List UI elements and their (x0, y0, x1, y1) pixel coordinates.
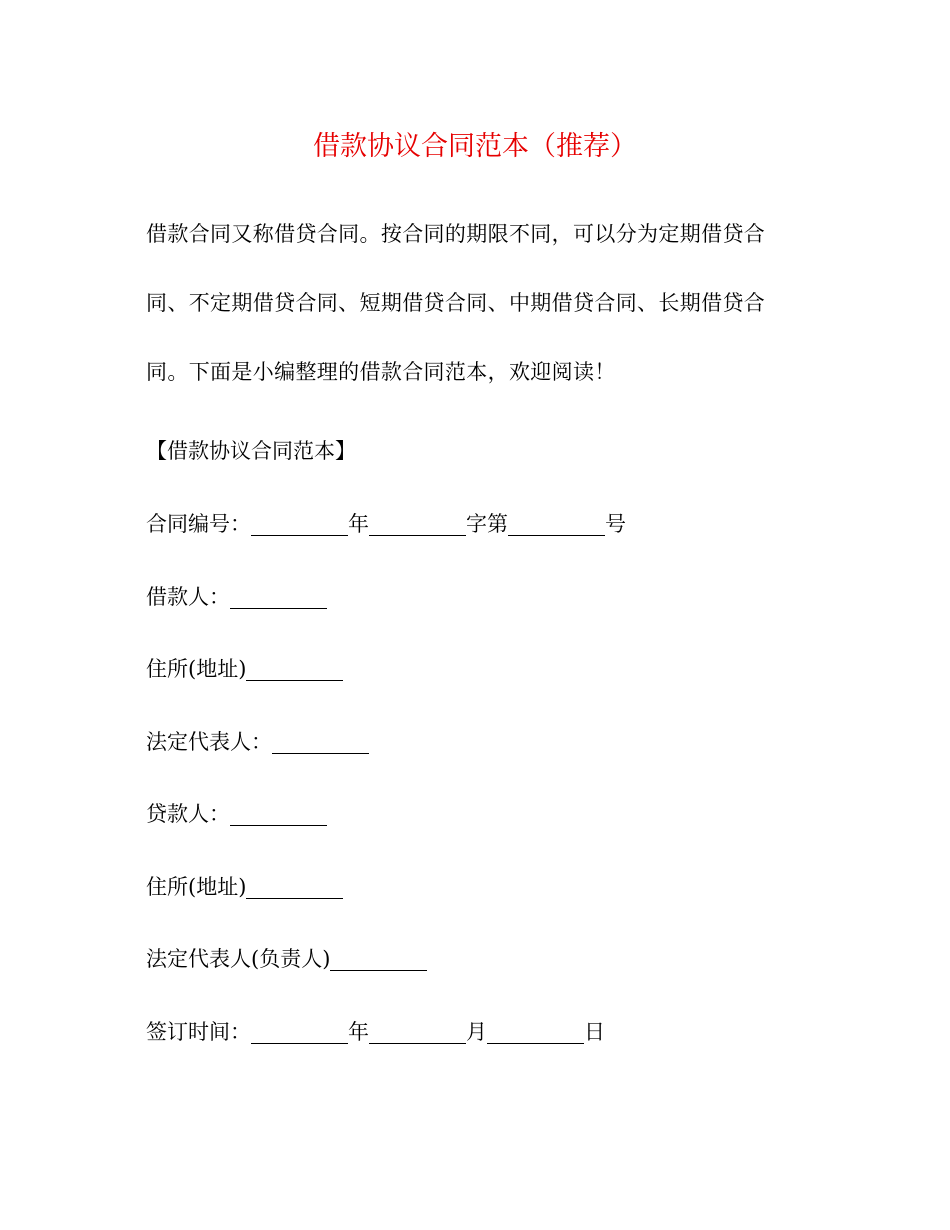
borrower-blank (230, 586, 327, 609)
signing-year-label: 年 (348, 1020, 369, 1044)
lender-row (146, 799, 327, 829)
contract-number-row (146, 509, 626, 539)
lender-legal-rep-label: 法定代表人(负责人) (146, 947, 331, 971)
lender-legal-rep-blank (330, 948, 427, 971)
lender-label: 贷款人： (146, 802, 230, 826)
lender-address-blank (246, 876, 343, 899)
borrower-legal-rep-label: 法定代表人： (146, 730, 272, 754)
contract-number-zidi-label: 字第 (466, 512, 508, 536)
contract-number-hao-label: 号 (605, 512, 626, 536)
lender-address-label: 住所(地址) (146, 875, 247, 899)
borrower-address-blank (246, 658, 343, 681)
intro-line: 借款合同又称借贷合同。按合同的期限不同，可以分为定期借贷合 (146, 222, 766, 246)
borrower-label: 借款人： (146, 585, 230, 609)
lender-legal-rep-row (146, 944, 427, 974)
intro-line: 同、不定期借贷合同、短期借贷合同、中期借贷合同、长期借贷合 (146, 291, 766, 315)
signing-month-label: 月 (466, 1020, 487, 1044)
borrower-legal-rep-row (146, 727, 369, 757)
lender-blank (230, 803, 327, 826)
intro-paragraph (146, 212, 786, 419)
signing-year-blank (251, 1021, 348, 1044)
signing-month-blank (369, 1021, 466, 1044)
signing-day-blank (487, 1021, 584, 1044)
intro-line: 同。下面是小编整理的借款合同范本，欢迎阅读！ (146, 360, 616, 384)
signing-date-row (146, 1017, 605, 1047)
signing-day-label: 日 (584, 1020, 605, 1044)
signing-date-label: 签订时间： (146, 1020, 251, 1044)
contract-number-year-label: 年 (348, 512, 369, 536)
section-heading: 【借款协议合同范本】 (146, 439, 356, 463)
contract-number-year-blank (251, 513, 348, 536)
borrower-address-label: 住所(地址) (146, 657, 247, 681)
borrower-row (146, 582, 327, 612)
document-title: 借款协议合同范本（推荐） (313, 131, 637, 162)
lender-address-row (146, 872, 343, 902)
contract-number-label: 合同编号： (146, 512, 251, 536)
borrower-legal-rep-blank (272, 731, 369, 754)
contract-number-hao-blank (508, 513, 605, 536)
borrower-address-row (146, 654, 343, 684)
contract-number-zi-blank (369, 513, 466, 536)
